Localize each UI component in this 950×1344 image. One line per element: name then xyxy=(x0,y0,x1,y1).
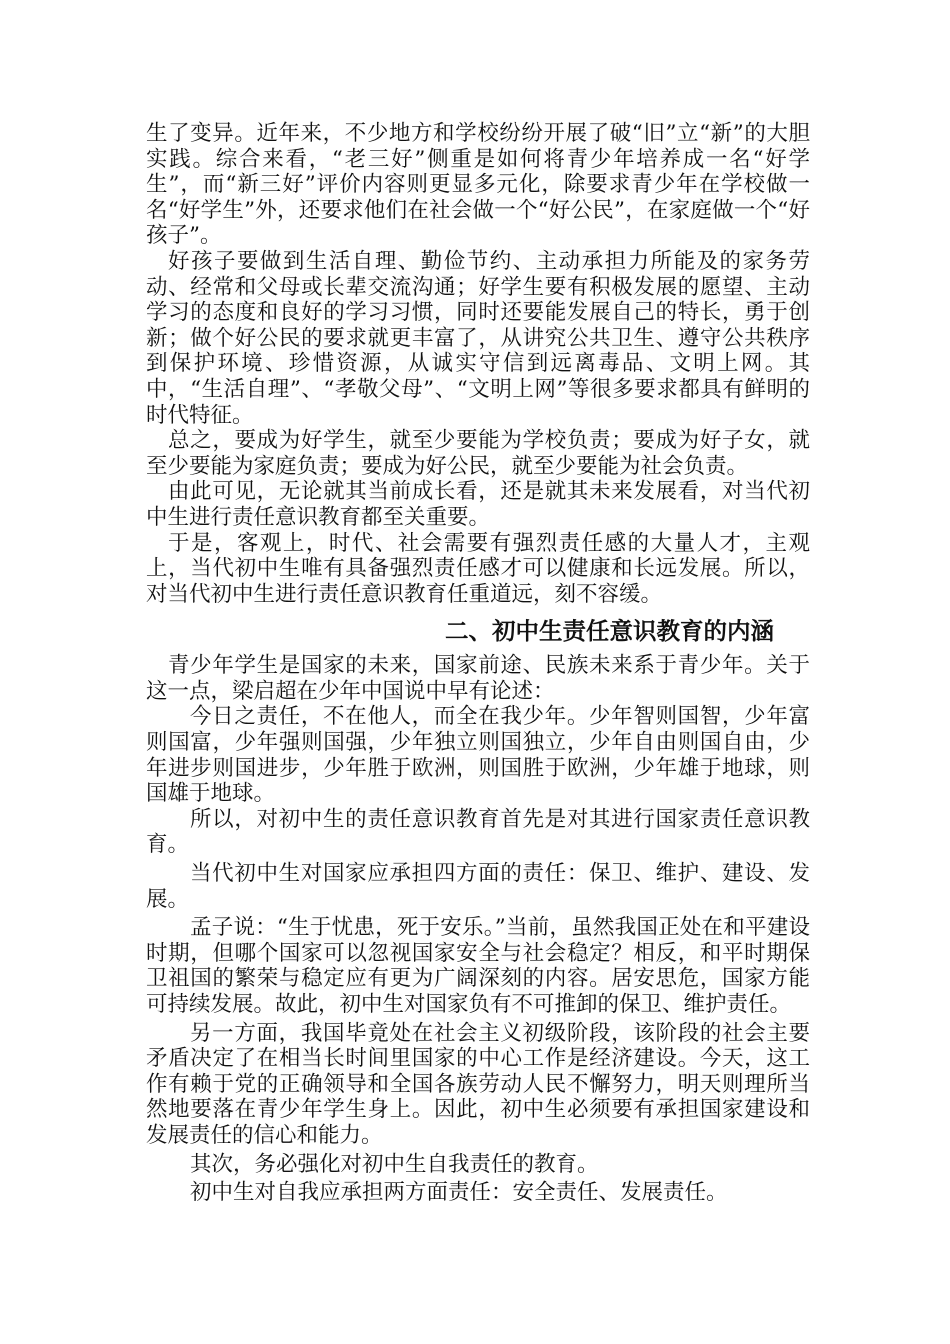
paragraph: 生了变异。近年来，不少地方和学校纷纷开展了破“旧”立“新”的大胆实践。综合来看，“老三好”侧重是如何将青少年培养成一名“好学生”，而“新三好”评价内容则更显多元化，除要求青少年在学校做一名“好学生”外，还要求他们在社会做一个“好公民”，在家庭做一个“好孩子”。 xyxy=(146,121,810,249)
paragraph: 好孩子要做到生活自理、勤俭节约、主动承担力所能及的家务劳动、经常和父母或长辈交流沟通；好学生要有积极发展的愿望、主动学习的态度和良好的学习习惯，同时还要能发展自己的特长，勇于创新；做个好公民的要求就更丰富了，从讲究公共卫生、遵守公共秩序到保护环境、珍惜资源，从诚实守信到远离毒品、文明上网。其中，“生活自理”、“孝敬父母”、“文明上网”等很多要求都具有鲜明的时代特征。 xyxy=(146,248,810,428)
paragraph: 所以，对初中生的责任意识教育首先是对其进行国家责任意识教育。 xyxy=(146,806,810,858)
paragraph: 其次，务必强化对初中生自我责任的教育。 xyxy=(190,1151,599,1177)
quote-paragraph: 今日之责任，不在他人，而全在我少年。少年智则国智，少年富则国富，少年强则国强，少年独立则国独立，少年自由则国自由，少年进步则国进步，少年胜于欧洲，则国胜于欧洲，少年雄于地球，则国雄于地球。 xyxy=(146,704,810,807)
paragraph: 当代初中生对国家应承担四方面的责任：保卫、维护、建设、发展。 xyxy=(146,861,810,912)
document-page xyxy=(146,121,810,1206)
paragraph: 由此可见，无论就其当前成长看，还是就其未来发展看，对当代初中生进行责任意识教育都至关重要。 xyxy=(146,479,810,530)
paragraph: 孟子说：“生于忧患，死于安乐。”当前，虽然我国正处在和平建设时期，但哪个国家可以忽视国家安全与社会稳定？相反，和平时期保卫祖国的繁荣与稳定应有更为广阔深刻的内容。居安思危，国家方能可持续发展。故此，初中生对国家负有不可推卸的保卫、维护责任。 xyxy=(146,915,810,1017)
paragraph: 另一方面，我国毕竟处在社会主义初级阶段，该阶段的社会主要矛盾决定了在相当长时间里国家的中心工作是经济建设。今天，这工作有赖于党的正确领导和全国各族劳动人民不懈努力，明天则理所当然地要落在青少年学生身上。因此，初中生必须要有承担国家建设和发展责任的信心和能力。 xyxy=(146,1020,810,1148)
paragraph: 于是，客观上，时代、社会需要有强烈责任感的大量人才，主观上，当代初中生唯有具备强烈责任感才可以健康和长远发展。所以，对当代初中生进行责任意识教育任重道远，刻不容缓。 xyxy=(146,530,810,607)
section-heading: 二、初中生责任意识教育的内涵 xyxy=(445,617,774,646)
paragraph: 初中生对自我应承担两方面责任：安全责任、发展责任。 xyxy=(190,1180,728,1206)
paragraph: 青少年学生是国家的未来，国家前途、民族未来系于青少年。关于这一点，梁启超在少年中国说中早有论述： xyxy=(146,653,810,704)
paragraph: 总之，要成为好学生，就至少要能为学校负责；要成为好子女，就至少要能为家庭负责；要成为好公民，就至少要能为社会负责。 xyxy=(146,428,810,479)
